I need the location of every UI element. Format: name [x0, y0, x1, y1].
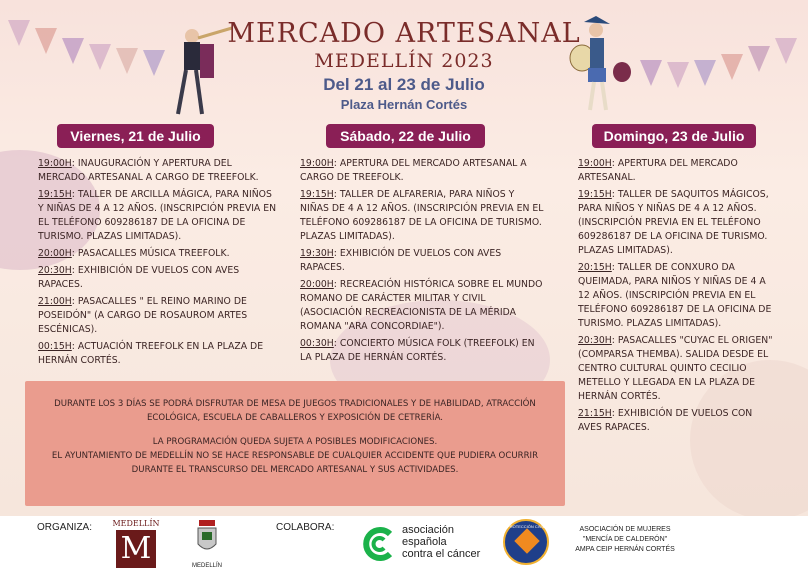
schedule-sunday — [578, 157, 778, 438]
event-time: 20:15H — [578, 262, 612, 273]
schedule-item — [300, 157, 545, 185]
asoc-line: ASOCIACIÓN DE MUJERES — [579, 526, 671, 533]
schedule-item — [300, 188, 545, 244]
event-text: : CONCIERTO MÚSICA FOLK (TREEFOLK) EN LA PLAZA DE HERNÁN CORTÉS. — [300, 338, 535, 363]
schedule-friday — [38, 157, 278, 371]
event-time: 20:30H — [578, 335, 612, 346]
day-header-sunday: Domingo, 23 de Julio — [592, 124, 756, 148]
event-text: : EXHIBICIÓN DE VUELOS CON AVES RAPACES. — [38, 265, 240, 290]
event-time: 20:00H — [38, 248, 72, 259]
page-title: MERCADO ARTESANAL — [227, 18, 581, 49]
page-subtitle: MEDELLÍN 2023 — [314, 50, 494, 72]
event-time: 20:30H — [38, 265, 72, 276]
ayuntamiento-logo — [190, 518, 224, 570]
schedule-item — [578, 334, 778, 404]
event-time: 19:15H — [300, 189, 334, 200]
event-text: : EXHIBICIÓN DE VUELOS CON AVES RAPACES. — [300, 248, 502, 273]
schedule-item — [300, 337, 545, 365]
schedule-item — [578, 188, 778, 258]
event-time: 19:00H — [578, 158, 612, 169]
schedule-item — [300, 247, 545, 275]
day-header-saturday: Sábado, 22 de Julio — [326, 124, 485, 148]
schedule-item — [38, 295, 278, 337]
event-text: : APERTURA DEL MERCADO ARTESANAL A CARGO DE TREEFOLK. — [300, 158, 527, 183]
schedule-item — [578, 407, 778, 435]
event-text: : EXHIBICIÓN DE VUELOS CON AVES RAPACES. — [578, 408, 753, 433]
notice-changes: LA PROGRAMACIÓN QUEDA SUJETA A POSIBLES MODIFICACIONES. — [152, 437, 438, 447]
event-text: : ACTUACIÓN TREEFOLK EN LA PLAZA DE HERNÁN CORTÉS. — [38, 341, 264, 366]
event-text: : PASACALLES MÚSICA TREEFOLK. — [71, 248, 230, 259]
aecc-logo — [360, 522, 490, 566]
colabora-label: COLABORA: — [276, 522, 335, 533]
schedule-item — [300, 278, 545, 334]
schedule-item — [38, 340, 278, 368]
schedule-item — [38, 247, 278, 261]
organiza-label: ORGANIZA: — [37, 522, 93, 533]
sponsors-footer — [0, 516, 808, 571]
event-time: 19:15H — [578, 189, 612, 200]
event-text: : PASACALLES "CUYAC EL ORIGEN" (COMPARSA THEMBA). SALIDA DESDE EL CENTRO CULTURAL QUINTO CECILIO METELLO Y LLEGADA EN LA PLAZA DE HERNÁN CORTÉS. — [578, 335, 773, 402]
medellin-logo — [112, 519, 160, 569]
event-time: 19:00H — [300, 158, 334, 169]
event-time: 21:00H — [38, 296, 72, 307]
event-place: Plaza Hernán Cortés — [340, 97, 468, 112]
day-header-friday: Viernes, 21 de Julio — [57, 124, 214, 148]
notice-disclaimer: EL AYUNTAMIENTO DE MEDELLÍN NO SE HACE RESPONSABLE DE CUALQUIER ACCIDENTE QUE PUDIERA OCURRIR DURANTE EL TRANSCURSO DEL MERCADO ARTESANAL Y SUS ACTIVIDADES. — [51, 451, 539, 475]
aecc-text — [402, 524, 480, 560]
event-time: 21:15H — [578, 408, 612, 419]
event-time: 19:15H — [38, 189, 72, 200]
event-time: 19:30H — [300, 248, 334, 259]
civil-protection-icon — [514, 528, 539, 553]
aecc-line: española — [402, 536, 447, 548]
civil-protection-logo — [503, 519, 549, 565]
event-text: : TALLER DE ARCILLA MÁGICA, PARA NIÑOS Y NIÑAS DE 4 A 12 AÑOS. (INSCRIPCIÓN PREVIA EN EL TELÉFONO 609286187 DE LA OFICINA DE TURISMO. PLAZAS LIMITADAS). — [38, 189, 277, 242]
event-time: 19:00H — [38, 158, 72, 169]
asoc-line: "MENCÍA DE CALDERÓN" — [582, 536, 668, 543]
schedule-item — [578, 157, 778, 185]
event-text: : INAUGURACIÓN Y APERTURA DEL MERCADO ARTESANAL A CARGO DE TREEFOLK. — [38, 158, 259, 183]
aecc-line: contra el cáncer — [402, 548, 481, 560]
event-dates: Del 21 al 23 de Julio — [323, 75, 485, 94]
event-text: : TALLER DE CONXURO DA QUEIMADA, PARA NIÑOS Y NIÑAS DE 4 A 12 AÑOS. (INSCRIPCIÓN PREVIA EN EL TELÉFONO 609286187 DE LA OFICINA DE TURISMO. PLAZAS LIMITADAS). — [578, 262, 772, 329]
event-text: : TALLER DE SAQUITOS MÁGICOS, PARA NIÑOS Y NIÑAS DE 4 A 12 AÑOS. (INSCRIPCIÓN PREVIA EN EL TELÉFONO 609286187 DE LA OFICINA DE TURISMO. PLAZAS LIMITADAS). — [578, 189, 769, 256]
medellin-m-icon: M — [116, 530, 156, 568]
schedule-item — [38, 264, 278, 292]
ayuntamiento-text: MEDELLÍN — [191, 563, 222, 569]
civil-protection-text: PROTECCIÓN CIVIL — [507, 524, 545, 529]
schedule-saturday — [300, 157, 545, 368]
event-text: : PASACALLES " EL REINO MARINO DE POSEIDÓN" (A CARGO DE ROSAUROM ARTES ESCÉNICAS). — [38, 296, 248, 335]
event-text: : APERTURA DEL MERCADO ARTESANAL. — [578, 158, 738, 183]
schedule-item — [578, 261, 778, 331]
schedule-item — [38, 157, 278, 185]
medellin-logo-text: MEDELLÍN — [112, 519, 160, 528]
asociacion-mujeres-text — [570, 525, 680, 555]
event-text: : TALLER DE ALFARERIA, PARA NIÑOS Y NIÑAS DE 4 A 12 AÑOS. (INSCRIPCIÓN PREVIA EN EL TELÉFONO 609286187 DE LA OFICINA DE TURISMO. PLAZAS LIMITADAS). — [300, 189, 544, 242]
event-time: 00:15H — [38, 341, 72, 352]
aecc-line: asociación — [402, 524, 454, 536]
event-time: 00:30H — [300, 338, 334, 349]
coat-of-arms-icon — [190, 518, 224, 558]
aecc-icon — [360, 526, 396, 562]
notice-box — [25, 381, 565, 506]
asoc-line: AMPA CEIP HERNÁN CORTÉS — [575, 546, 675, 553]
event-time: 20:00H — [300, 279, 334, 290]
notice-activities: DURANTE LOS 3 DÍAS SE PODRÁ DISFRUTAR DE MESA DE JUEGOS TRADICIONALES Y DE HABILIDAD, ATRACCIÓN ECOLÓGICA, ESCUELA DE CABALLEROS Y EXPOSICIÓN DE CETRERÍA. — [54, 399, 536, 423]
schedule-item — [38, 188, 278, 244]
event-text: : RECREACIÓN HISTÓRICA SOBRE EL MUNDO ROMANO DE CARÁCTER MILITAR Y CIVIL (ASOCIACIÓN RECREACIONISTA DE LA MÉRIDA ROMANA "ARA CONCORDIAE"). — [300, 279, 543, 332]
